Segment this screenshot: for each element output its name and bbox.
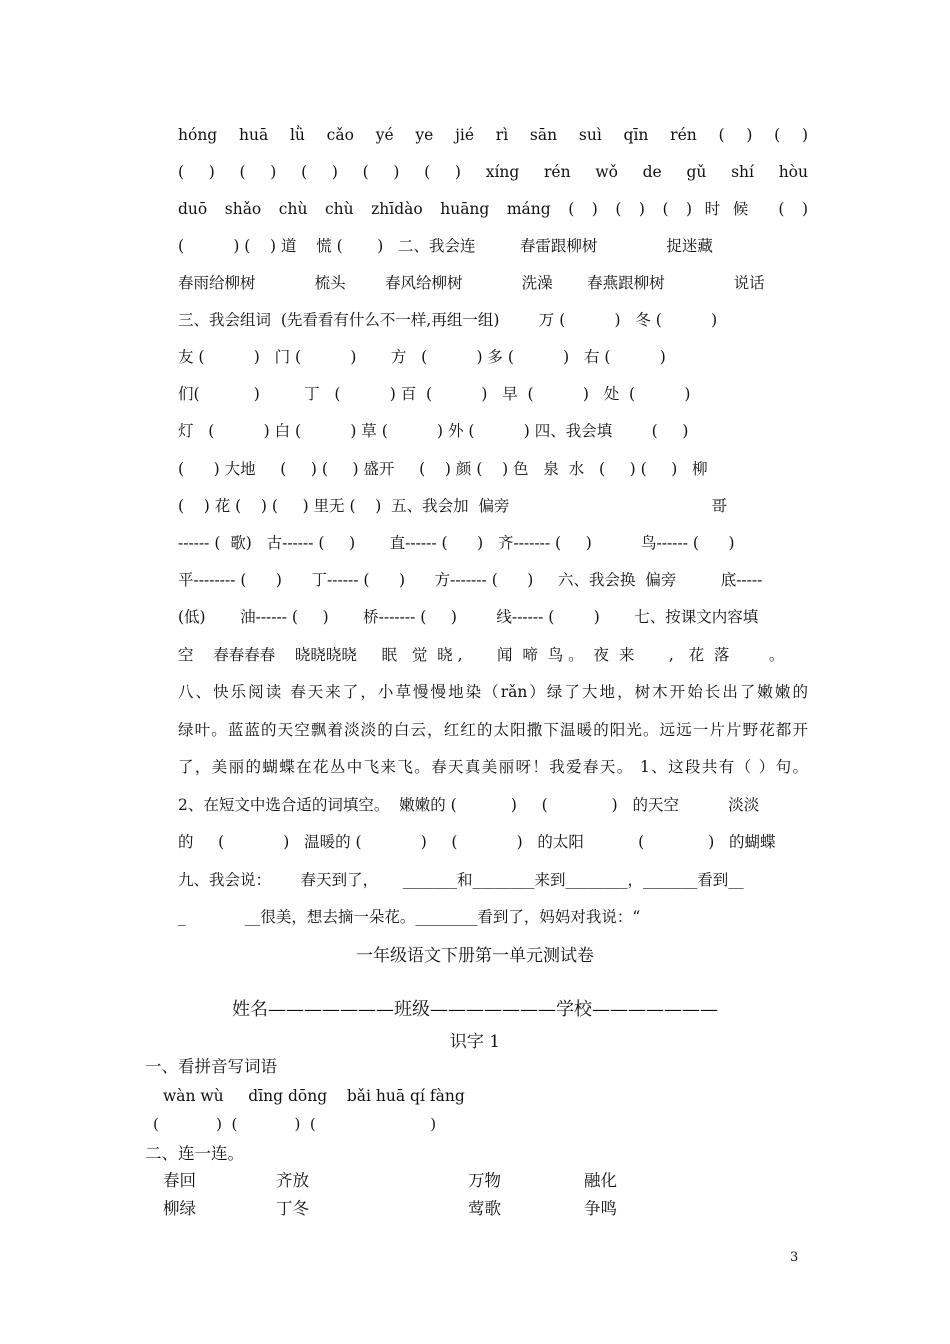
section-heading: 二、连一连。 <box>145 1144 244 1163</box>
match-word: 丁冬 <box>276 1199 309 1218</box>
reading-passage-line: 绿叶。蓝蓝的天空飘着淡淡的白云，红红的太阳撒下温暖的阳光。远远一片片野花都开 <box>178 721 808 739</box>
text-line: duō shǎo chù chù zhīdào huāng máng ( ) ( ) ( )时候 ( ) <box>178 200 808 218</box>
text-line: 的 ( ) 温暖的 ( ) ( ) 的太阳 ( ) 的蝴蝶 <box>178 833 776 851</box>
match-word: 齐放 <box>276 1171 309 1190</box>
text-line: 平-------- ( ) 丁------ ( ) 方------- ( ) 六、我会换 偏旁 底----- <box>178 571 763 589</box>
reading-passage-line: 八、快乐阅读 春天来了，小草慢慢地染（rǎn）绿了大地，树木开始长出了嫩嫩的 <box>178 683 808 701</box>
text-line: 春雨给柳树 梳头 春风给柳树 洗澡 春燕跟柳树 说话 <box>178 274 765 292</box>
lesson-title: 识字 1 <box>449 1032 501 1052</box>
section-heading: 一、看拼音写词语 <box>145 1057 277 1076</box>
text-line: 空 春春春春 晓晓晓晓 眠 觉 晓 , 闻 啼 鸟 。 夜 来 , 花 落 。 <box>178 646 785 664</box>
pinyin-row: wàn wù dīng dōng bǎi huā qí fàng <box>163 1087 465 1105</box>
match-word: 春回 <box>163 1171 196 1190</box>
text-line: ( ) 大地 ( ) ( ) 盛开 ( ) 颜 ( ) 色 泉 水 ( ) ( ) 柳 <box>178 460 708 478</box>
text-line: _ __很美，想去摘一朵花。________看到了，妈妈对我说：“ <box>178 908 641 926</box>
text-line: (低) 油------ ( ) 桥------- ( ) 线------ ( ) 七、按课文内容填 <box>178 608 759 626</box>
match-word: 争鸣 <box>584 1199 617 1218</box>
match-word: 柳绿 <box>163 1199 196 1218</box>
text-line: ( ) ( ) ( ) ( ) ( ) xíng rén wǒ de gǔ shí hòu <box>178 163 808 181</box>
match-word: 融化 <box>584 1171 617 1190</box>
text-line: ( ) ( ) 道 慌 ( ) 二、我会连 春雷跟柳树 捉迷藏 <box>178 237 713 255</box>
text-line: 三、我会组词 (先看看有什么不一样,再组一组) 万 ( ) 冬 ( ) <box>178 311 718 329</box>
match-word: 莺歌 <box>468 1199 501 1218</box>
answer-blanks-row: ( ) ( ) ( ) <box>153 1115 437 1133</box>
reading-passage-line: 了，美丽的蝴蝶在花丛中飞来飞。春天真美丽呀！我爱春天。 1、这段共有（ ）句。 <box>178 758 808 776</box>
student-info-line: 姓名———————班级———————学校——————— <box>232 999 718 1020</box>
match-word: 万物 <box>468 1171 501 1190</box>
text-line: ------ ( 歌) 古------ ( ) 直------ ( ) 齐------- ( ) 鸟------ ( ) <box>178 534 735 552</box>
page-number: 3 <box>790 1250 799 1265</box>
test-title: 一年级语文下册第一单元测试卷 <box>356 946 594 966</box>
text-line: 友 ( ) 门 ( ) 方 ( ) 多 ( ) 右 ( ) <box>178 348 666 366</box>
text-line: hóng huā lǜ cǎo yé ye jié rì sān suì qīn rén ( ) ( ) <box>178 126 808 144</box>
text-line: 们( ) 丁 ( ) 百 ( ) 早 ( ) 处 ( ) <box>178 385 691 403</box>
text-line: 2、在短文中选合适的词填空。 嫩嫩的 ( ) ( ) 的天空 淡淡 <box>178 796 760 814</box>
text-line: ( ) 花 ( ) ( ) 里无 ( ) 五、我会加 偏旁 哥 <box>178 497 727 515</box>
text-line: 灯 ( ) 白 ( ) 草 ( ) 外 ( ) 四、我会填 ( ) <box>178 422 689 440</box>
text-line: 九、我会说： 春天到了， _______和________来到________，_______看到__ <box>178 871 744 889</box>
